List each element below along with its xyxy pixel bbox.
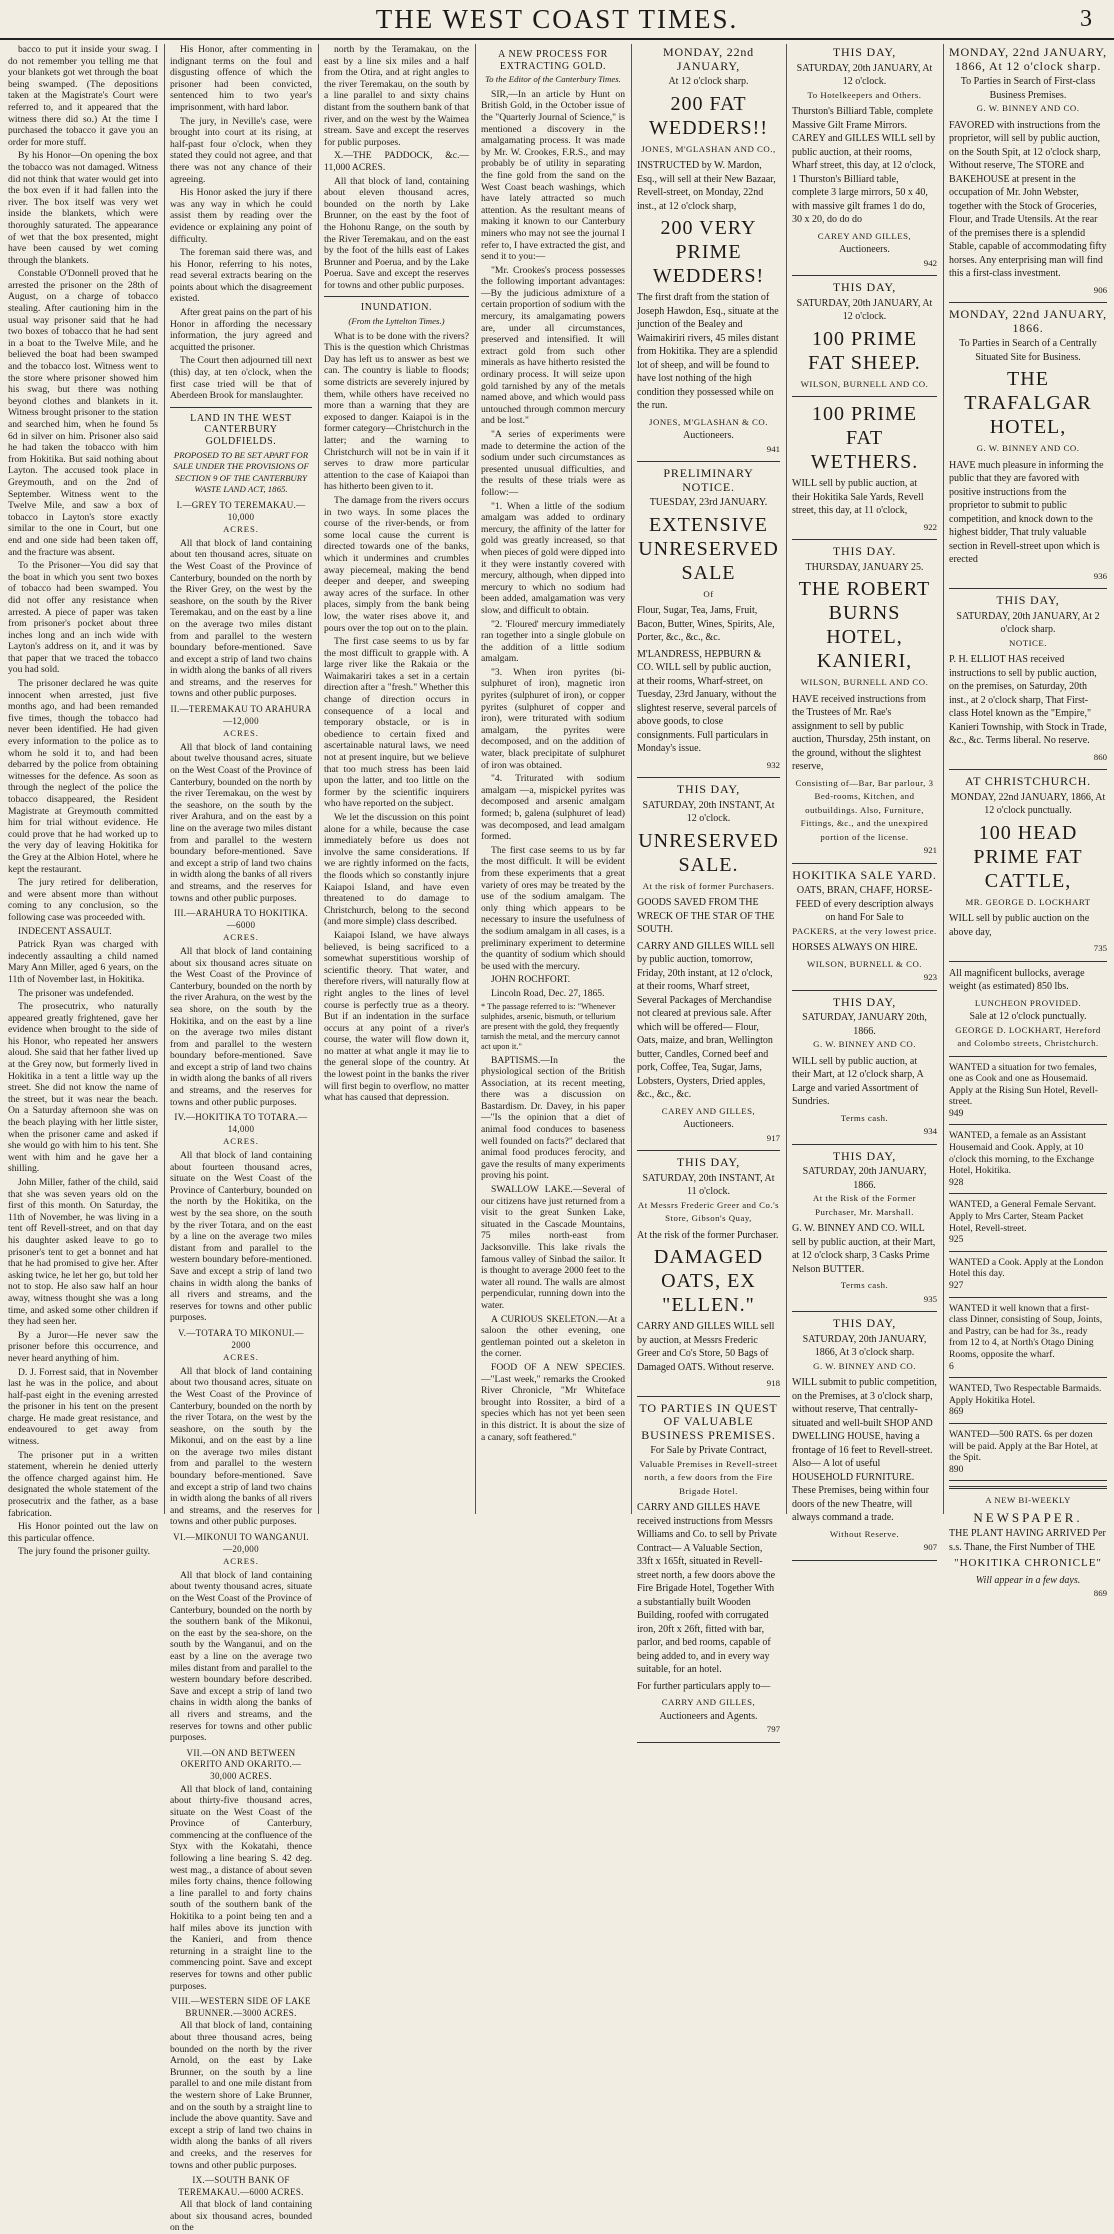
ad-date-line: SATURDAY, 20th JANUARY, 1866, At 3 o'clock sharp. <box>802 1333 927 1358</box>
land-block-text: All that block of land containing about six thousand acres, bounded on the <box>170 2199 312 2234</box>
divider <box>949 769 1107 770</box>
land-block-head: II.—TEREMAKAU TO ARAHURA—12,000 <box>170 704 312 726</box>
ad-firm: WILSON, BURNELL AND CO. <box>800 677 929 687</box>
advertisement <box>637 1402 780 1737</box>
news-item: A CURIOUS SKELETON.—At a saloon the other evening, one gentleman pointed out a skeleton in the corner. <box>481 1313 625 1360</box>
lockhart-sign: GEORGE D. LOCKHART, Hereford and Colombo streets, Christchurch. <box>955 1024 1101 1048</box>
column-7 <box>949 44 1107 1599</box>
footnote: * The passage referred to is: "Whenever sulphides, arsenic, bismuth, or tellurium are present with the gold, they frequently tarnish the metal, and the mercury cannot act upon it." <box>481 1001 620 1051</box>
divider <box>949 1297 1107 1298</box>
article-paragraph: After great pains on the part of his Honor in affording the necessary information, the jury agreed and acquitted the prisoner. <box>170 307 312 353</box>
ad-number: 923 <box>923 972 937 982</box>
letter-paragraph: "A series of experiments were made to determine the action of the sodium under such circumstances as presented unusual difficulties, and the results of these trials were as follow:— <box>481 429 625 498</box>
to-editor: To the Editor of the Canterbury Times. <box>485 74 621 85</box>
article-paragraph: John Miller, father of the child, said that she was seven years old on the first of this month. On Saturday, the 11th of November, he was living in a tent off Revell-street, and on that day his daughter asked leave to go to prisoner's tent to get a bonnet and hat that he had promised to give her. After asking twice, he let her go, but told her not to stop. He also saw half an hour away, witness thought she was a long time, and asked some other children if they had seen her. <box>8 1177 158 1328</box>
sale-note: Sale at 12 o'clock punctually. <box>969 1011 1087 1022</box>
article-paragraph: His Honor asked the jury if there was any way in which he could assist them by reading over the evidence or explaining any point of difficulty. <box>170 187 312 245</box>
advertisement <box>949 594 1107 764</box>
article-paragraph: To the Prisoner—You did say that the boat in which you sent two boxes of tobacco had been swamped. You did not offer any resistance when arrested. A piece of paper was taken from prisoner's pocket about three inches long and an inch wide with Layton's address on it, and it was by that paper that we traced the tobacco you had sold. <box>8 560 158 676</box>
article-paragraph: bacco to put it inside your swag. I do not remember you telling me that your blankets got wet through the boat being swamped. (The depositions taken at the Magistrate's Court were referred to, and it appeared that the witness there did so.) At the time I purchased the tobacco it gave you an order for more stuff. <box>8 44 158 148</box>
ad-date-line: To Parties in Search of a Centrally Situated Site for Business. <box>959 338 1097 363</box>
ad-role: Auctioneers. <box>839 244 890 255</box>
land-block-text: All that block of land, containing about thirty-five thousand acres, situate on the West Coast of the Province of Canterbury, commencing at the confluence of the Styx with the Kokatahi, thence following a line bearing S. 42 deg. west mag., a distance of about seven miles forty chains, thence following a line parallel to and forty chains south of the southern bank of the Hokitika to a point being ten and a half miles above its junction with the Kanieri, and from thence returning in a straight line to the commencing point. Save and except reserves for towns and other public purposes. <box>170 1783 312 1992</box>
divider <box>949 1486 1107 1489</box>
ad-number: 928 <box>949 1176 964 1188</box>
land-block-head: IV.—HOKITIKA TO TOTARA.—14,000 <box>174 1112 308 1134</box>
divider <box>949 1193 1107 1194</box>
advertisement <box>792 402 937 534</box>
ad-number: 907 <box>923 1542 937 1552</box>
ad-headline: 200 FAT WEDDERS!! <box>649 92 768 139</box>
ad-heading: THIS DAY, <box>676 1155 741 1169</box>
letter-paragraph: "2. 'Floured' mercury immediately ran together into a single globule on the addition of a little sodium amalgam. <box>481 618 625 665</box>
ad-firm: JONES, M'GLASHAN AND CO., <box>641 143 776 154</box>
ad-number: 735 <box>1093 943 1107 953</box>
ad-number: 934 <box>923 1126 937 1136</box>
letter-paragraph: JOHN ROCHFORT. <box>491 974 571 986</box>
ad-body: Flour, Sugar, Tea, Jams, Fruit, Bacon, Butter, Wines, Spirits, Ale, Porter, &c., &c., &c. <box>637 605 775 643</box>
divider <box>792 1560 937 1561</box>
ad-headline: UNRESERVED SALE. <box>638 829 779 876</box>
article-paragraph: By his Honor—On opening the box the tobacco was not damaged. Witness did not think that water would get into the box even if it had fallen into the river. The box itself was very wet inside the blankets, which were thoroughly saturated. The appearance of wet that the box presented, might have been caused by wet coming through the blankets. <box>8 150 158 266</box>
ad-firm: G. W. BINNEY AND CO. <box>976 103 1080 113</box>
ad-body-2: CARRY AND GILLES WILL sell by public auction, tomorrow, Friday, 20th instant, at 12 o'clock, at their rooms, Wharf street, Several Packages of Merchandise not cleared at previous sale. After which will be offered— Flour, Oats, maize, and bran, Wellington butter, Candles, Corned beef and pork, Coffee, Tea, Sugar, Jams, Lobsters, Oysters, Dried apples, &c., &c., &c. <box>637 940 775 1100</box>
article-paragraph: D. J. Forrest said, that in November last he was in the police, and about half-past eight in the evening arrested the prisoner in his tent on the present charge. He made great resistance, and endeavoured to get away from witness. <box>8 1366 158 1448</box>
advertisement <box>792 1317 937 1555</box>
ad-heading: PRELIMINARY NOTICE. <box>663 466 754 494</box>
ad-heading: MONDAY, 22nd JANUARY, <box>663 45 754 73</box>
luncheon: LUNCHEON PROVIDED. <box>974 997 1082 1008</box>
divider <box>324 296 469 297</box>
divider <box>792 990 937 991</box>
ad-firm: G. W. BINNEY AND CO. <box>976 443 1080 453</box>
inundation-paragraph: Kaiapoi Island, we have always believed, is being sacrificed to a somewhat superstitious worship of scientific theory. That water, and therefore rivers, will naturally flow at right angles to the lines of level course is perfectly true as a theory. But if an indentation in the surface occurs at any point of a river's course, the water will flow down it, no matter at what angle it may lie to the general slope of the country. At the lowest point in the banks the river will first begin to overflow, no matter what has caused that depression. <box>324 929 469 1104</box>
article-paragraph: The Court then adjourned till next (this) day, at ten o'clock, when the first case tried will be that of Aberdeen Brook for manslaughter. <box>170 355 312 402</box>
newspaper-body: THE PLANT HAVING ARRIVED Per s.s. Thane, the First Number of THE <box>949 1528 1106 1553</box>
news-item: SWALLOW LAKE.—Several of our citizens have just returned from a visit to the great Sunken Lake, situated in the Cascade Mountains, 75 miles north-east from Jacksonville. This lake rivals the famous valley of Sinbad the sailor. It is thought to average 2000 feet to the water all round. The walls are almost perpendicular, running down into the water. <box>481 1184 625 1311</box>
ad-signature: Without Reserve. <box>829 1528 900 1539</box>
ad-date-line: SATURDAY, 20th INSTANT, At 11 o'clock. <box>642 1172 775 1197</box>
advertisement <box>949 775 1107 956</box>
divider <box>637 777 780 778</box>
ad-role: Auctioneers and Agents. <box>659 1710 758 1722</box>
article-paragraph: X.—THE PADDOCK, &c.—11,000 ACRES. <box>324 150 469 173</box>
land-block-text: All that block of land containing about fourteen thousand acres, situate on the West Coast of the Province of Canterbury, bounded on the north by the Hokitika, on the west by the sea shore, on the south by the river Totara, and on the east by a line on the average two miles distant from and parallel to the western boundary before-mentioned. Save and except a strip of land two chains in width along the banks of all rivers and streams, and the reserves for towns and other public purposes. <box>170 1150 312 1324</box>
ad-date-line: SATURDAY, JANUARY 20th, 1866. <box>802 1012 927 1037</box>
cattle-detail: All magnificent bullocks, average weight (as estimated) 850 lbs. <box>949 967 1085 992</box>
divider <box>637 1396 780 1397</box>
ad-firm: G. W. BINNEY AND CO. <box>813 1360 916 1371</box>
advertisement <box>792 869 937 985</box>
ad-date-line: MONDAY, 22nd JANUARY, 1866, At 12 o'clock punctually. <box>950 791 1106 816</box>
divider <box>637 1742 780 1743</box>
ad-signature: Terms cash. <box>840 1280 889 1290</box>
ad-firm: PACKERS, at the very lowest price. <box>792 925 937 936</box>
classified-text: WANTED—500 RATS. 6s per dozen will be paid. Apply at the Bar Hotel, at the Spit. <box>949 1428 1098 1464</box>
land-block-acres: ACRES. <box>223 524 259 535</box>
column-5 <box>637 44 780 1734</box>
newspaper-ad <box>949 1494 1107 1601</box>
ad-number: 941 <box>766 443 780 454</box>
divider <box>949 1124 1107 1125</box>
ad-body-2: M'LANDRESS, HEPBURN & CO. WILL sell by public auction, at their rooms, Wharf-street, on Tuesday, 23rd January, without the slightest reserve, several parcels of above goods, to close consignments. Full particulars in Monday's issue. <box>637 648 777 754</box>
ad-heading: HOKITIKA SALE YARD. <box>792 867 937 882</box>
column-2 <box>170 44 312 2234</box>
ad-heading: THIS DAY, <box>832 280 897 294</box>
land-block-acres: ACRES. <box>223 1136 259 1147</box>
ad-number: 890 <box>949 1463 964 1475</box>
divider <box>949 1423 1107 1424</box>
land-block-head: VI.—MIKONUI TO WANGANUI.—20,000 <box>173 1532 309 1554</box>
ad-signature: JONES, M'GLASHAN & CO. <box>649 416 768 427</box>
advertisement <box>637 1156 780 1391</box>
classified-ad <box>949 1130 1107 1188</box>
land-block-head: VII.—ON AND BETWEEN OKERITO AND OKARITO.—30,000 ACRES. <box>180 1747 302 1781</box>
inundation-paragraph: What is to be done with the rivers? This is the question which Christmas Day has left us to answer as best we can. The country is liable to floods; some districts are severely injured by them, while others have received no more than a warning that they are exposed to danger. Kaiapoi is in the former category—Christchurch in the latter; and the warning to Christchurch will not be in vain if it serves to draw more particular attention to the case of Kaiapoi than has hitherto been given to it. <box>324 330 469 493</box>
ad-number: 917 <box>766 1132 780 1143</box>
land-subtitle: PROPOSED TO BE SET APART FOR SALE UNDER THE PROVISIONS OF SECTION 9 OF THE CANTERBURY WASTE LAND ACT, 1865. <box>173 449 309 495</box>
ad-heading: MONDAY, 22nd JANUARY, 1866, At 12 o'clock sharp. <box>949 45 1107 73</box>
ad-number: 932 <box>766 759 780 770</box>
ad-date-line: SATURDAY, 20th JANUARY, 1866. <box>802 1166 927 1191</box>
advertisement <box>637 467 780 772</box>
article-paragraph: INDECENT ASSAULT. <box>18 925 112 937</box>
ad-body: WILL sell by public auction on the above day, <box>949 913 1090 938</box>
column-6 <box>792 44 937 1552</box>
divider <box>637 1150 780 1151</box>
inundation-source: (From the Lyttelton Times.) <box>348 316 445 327</box>
ad-number: 860 <box>1093 751 1107 762</box>
letter-paragraph: SIR,—In an article by Hunt on British Gold, in the October issue of the "Quarterly Journal of Science," is mentioned a discovery in the amalgamating process. It was made by Mr. W. Crookes, F.R.S., and may probably be of utility in separating the fine gold from the sand on the West Coast beach washings, which have lately attracted so much attention. As the resultant means of making it known to our Canterbury miners who may not see the journal I refer to, I have extracted the gist, and send it to you:— <box>481 88 625 263</box>
advertisement <box>949 308 1107 583</box>
ad-headline: 100 PRIME FAT SHEEP. <box>808 327 921 374</box>
letter-paragraph: The first case seems to us by far the most difficult. It will be evident from these experiments that a great variety of ores may be treated by the use of the sodium amalgam. The only thing which appears to be necessary to insure the usefulness of the sodium amalgam in all cases, is a preliminary experiment to determine the quantity of sodium which should be used with the mercury. <box>481 844 625 972</box>
column-1 <box>8 44 158 1558</box>
ad-signature: WILSON, BURNELL AND CO. <box>800 378 929 389</box>
ad-date-line: SATURDAY, 20th INSTANT, At 12 o'clock. <box>642 799 775 824</box>
article-paragraph: His Honor pointed out the law on this particular offence. <box>8 1521 158 1544</box>
advertisement <box>792 281 937 391</box>
ad-heading: THIS DAY, <box>832 994 897 1009</box>
land-block-text: All that block of land containing about ten thousand acres, situate on the West Coast of the Province of Canterbury, bounded on the north by the River Grey, on the west by the seashore, on the south by the River Teremakau, and on the east by a line on the average two miles distant from and parallel to the western boundary before-mentioned. Save and except a strip of land two chains in width along the banks of all rivers and streams, and the reserves for towns and other public purposes. <box>170 537 312 700</box>
land-block-text: All that block of land containing about twelve thousand acres, situate on the West Coast of the Province of Canterbury, bounded on the north by the river Teremakau, on the west by the seashore, on the south by the river Arahura, and on the east by a line on the average two miles distant from and parallel to the western boundary before-mentioned. Save and except a strip of land two chains in width along the banks of all rivers and streams, and the reserves for towns and other public purposes. <box>170 741 312 904</box>
letter-paragraph: "Mr. Crookes's process possesses the following important advantages:—By the judicious admixture of a certain proportion of sodium with the mercury, its amalgamating powers are, under all circumstances, preserved and intensified. It will extract gold from such other minerals as have hitherto resisted the ordinary process. It will seize upon gold tarnished by any of the metals named above, and which would pass untouched through common mercury and be lost." <box>481 264 625 427</box>
classified-text: WANTED, Two Respectable Barmaids. Apply Hokitika Hotel. <box>949 1383 1102 1406</box>
divider <box>949 302 1107 303</box>
column-rule <box>786 44 787 1514</box>
ad-number: 925 <box>949 1234 964 1246</box>
newspaper-title: THE WEST COAST TIMES. <box>375 4 739 34</box>
ad-body: WILL sell by public auction, at their Hokitika Sale Yards, Revell street, this day, at 11 o'clock, <box>792 478 924 516</box>
ad-signature: CAREY AND GILLES, <box>661 1105 756 1116</box>
column-rule <box>943 44 944 1514</box>
ad-date-line: SATURDAY, 20th JANUARY, At 12 o'clock. <box>796 297 933 322</box>
ad-role: Auctioneers. <box>683 430 734 441</box>
newspaper-tail: Will appear in a few days. <box>975 1574 1081 1586</box>
ad-heading: THIS DAY, <box>832 1316 897 1330</box>
ad-firm: Of <box>703 588 714 599</box>
ad-body: GOODS SAVED FROM THE WRECK OF THE STAR OF THE SOUTH. <box>637 897 775 935</box>
article-paragraph: The prosecutrix, who naturally appeared greatly frightened, gave her evidence when brought to the side of his Honor, who repeated her answers aloud. She said that her father lived up at the Grey now, but formerly lived in Hokitika in a tent a little way up the street. She did not know the name of the street, but it was near the beach. On a Saturday afternoon she was on the beach playing with her little sister, when the prisoner came and asked if she would go with him to his tent. She went with him and he gave her a shilling. <box>8 1001 158 1175</box>
article-paragraph: The jury, in Neville's case, were brought into court at its rising, at half-past four o'clock, when they stated they could not agree, and that there was not any chance of their agreeing. <box>170 115 312 185</box>
ad-heading: MONDAY, 22nd JANUARY, 1866. <box>949 307 1107 335</box>
divider <box>949 588 1107 589</box>
ad-firm: At the risk of former Purchasers. <box>642 880 775 891</box>
ad-signature: CAREY AND GILLES, <box>817 230 912 241</box>
newspaper-kicker: A NEW BI-WEEKLY <box>985 1495 1071 1506</box>
inundation-paragraph: The first case seems to us by far the most difficult to grapple with. A large river like the Rakaia or the Waimakariri takes a set in a certain direction after a "fresh." Whether this change of direction occurs in consequence of a local and temporary obstacle, or is in obedience to certain fixed and ascertainable natural laws, we need not at present inquire, but we believe that too much stress has been laid upon the latter, and too little on the former by the scientific inquirers who have reported on the subject. <box>324 636 469 810</box>
classified-text: WANTED, a General Female Servant. Apply to Mrs Carter, Steam Packet Hotel, Revell-street. <box>949 1199 1097 1234</box>
advertisement <box>792 545 937 858</box>
ad-body: P. H. ELLIOT HAS received instructions to sell by public auction, on the premises, on Saturday, 20th inst., at 2 o'clock sharp, That First-class Hotel known as the "Empire," Kanieri Township, with Stock in Trade, &c., &c. Terms liberal. No reserve. <box>949 654 1107 746</box>
ad-body: Thurston's Billiard Table, complete Massive Gilt Frame Mirrors. CAREY and GILLES WILL sell by public auction, at their rooms, Wharf street, this day, at 12 o'clock, 1 Thurston's Billiard table, complete 3 large mirrors, 50 x 40, with massive gilt frames 1 do do, 30 x 20, do do do <box>792 106 936 225</box>
divider <box>792 1144 937 1145</box>
ad-number: 949 <box>949 1107 964 1119</box>
divider <box>170 407 312 408</box>
divider <box>949 961 1107 962</box>
ad-heading: THIS DAY, <box>996 593 1060 607</box>
land-title: LAND IN THE WEST CANTERBURY GOLDFIELDS. <box>190 412 292 447</box>
divider <box>949 1056 1107 1057</box>
ad-number: 6 <box>949 1360 954 1372</box>
land-block-head: V.—TOTARA TO MIKONUI.—2000 <box>178 1327 304 1350</box>
ad-headline: 100 HEAD PRIME FAT CATTLE, <box>973 821 1083 892</box>
ad-role: Auctioneers. <box>683 1119 734 1130</box>
news-item: FOOD OF A NEW SPECIES.—"Last week," remarks the Crooked River Chronicle, "Mr Whiteface brought into Rossiter, a bird of a species which has not yet been seen in this district. It is about the size of a canary, soft feathered." <box>481 1361 625 1443</box>
newspaper-heading: NEWSPAPER. <box>973 1509 1083 1525</box>
ad-body-2: For further particulars apply to— <box>637 1680 771 1692</box>
ad-firm: Valuable Premises in Revell-street north, a few doors from the Fire Brigade Hotel. <box>639 1458 778 1496</box>
letter-paragraph: "1. When a little of the sodium amalgam was added to ordinary mercury, the affinity of the latter for gold was greatly increased, so that when pieces of gold were dipped into it they were instantly covered with mercury, although, when dipped into mercury to which no sodium had been added, amalgamation was very slow, and difficult to obtain. <box>481 500 625 616</box>
ad-heading: THIS DAY, <box>832 1148 897 1163</box>
ad-body: WILL sell by public auction, at their Mart, at 12 o'clock sharp, A Large and varied Assortment of Sundries. <box>792 1055 924 1107</box>
ad-body: WILL submit to public competition, on the Premises, at 3 o'clock sharp, without reserve, That centrally-situated and well-built SHOP AND DWELLING HOUSE, having a frontage of 16 feet to Revell-street. Also— A lot of useful HOUSEHOLD FURNITURE. These Premises, being within four doors of the new Theatre, will always command a trade. <box>792 1377 937 1523</box>
inundation-paragraph: We let the discussion on this point alone for a while, because the case immediately before us does not involve the same considerations. If we are rightly informed on the facts, the floods which so constantly injure Kaiapoi Island, and have even threatened to do damage to Christchurch, belong to the second (and more simple) class described. <box>324 812 469 928</box>
article-paragraph: The prisoner declared he was quite innocent when arrested, just five months ago, and had been remanded five times, though the tobacco had never been identified. He had given every information to the police as to whom he sold it to, and had been debarred by the police from obtaining witnesses for the defence. As soon as through the neglect of the police the tobacco disappeared, the Resident Magistrate at Greymouth committed him for trial without evidence. He could prove that he had worked up to the very day of leaving Hokitika for the Grey at the Albion Hotel, where he kept the restaurant. <box>8 678 158 875</box>
ad-number: 936 <box>1093 570 1107 581</box>
land-block-acres: ACRES. <box>223 728 259 739</box>
ad-heading: TO PARTIES IN QUEST OF VALUABLE BUSINESS PREMISES. <box>639 1400 778 1442</box>
article-paragraph: The jury retired for deliberation, and were absent more than without coming to any conclusion, so the following case was proceeded with. <box>8 877 158 923</box>
advertisement <box>792 996 937 1139</box>
classified-ad <box>949 1257 1107 1292</box>
article-title: A NEW PROCESS FOR EXTRACTING GOLD. <box>498 49 608 72</box>
land-block-text: All that block of land containing about twenty thousand acres, situate on the West Coast of the Province of Canterbury, bounded on the north by the southern bank of the Mikonui, on the east by the sea-shore, on the south by the Wanganui, and on the east by a line on the average two miles distant from and parallel to the western boundary before described. Save and except a strip of land two chains in width along the banks of all rivers and streams, and the reserves for towns and other public purposes. <box>170 1569 312 1744</box>
article-paragraph: Patrick Ryan was charged with indecently assaulting a child named Mary Ann Miller, aged 6 years, on the 11th of November last, in Hokitika. <box>8 939 158 985</box>
divider <box>949 1377 1107 1378</box>
advertisement <box>637 783 780 1145</box>
ad-date-line: OATS, BRAN, CHAFF, HORSE-FEED of every description always on hand For Sale to <box>795 885 934 923</box>
ad-heading: THIS DAY. <box>832 544 897 558</box>
ad-heading: AT CHRISTCHURCH. <box>965 774 1091 788</box>
ad-signature: Consisting of—Bar, Bar parlour, 3 Bed-rooms, Kitchen, and outbuildings. Also, Furniture, Fittings, &c., and the unexpired portion of the license. <box>795 777 934 842</box>
page-number: 3 <box>1080 6 1092 32</box>
news-item: BAPTISMS.—In the physiological section of the British Association, at its recent meeting, there was a discussion on Bastardism. Dr. Davey, in his paper—"Is the opinion that a diet of animal food conduces to baseness well founded on facts?" declared that animal food produces ferocity, and gave the results of many experiments proving his point. <box>481 1054 625 1182</box>
ad-date-line: THURSDAY, JANUARY 25. <box>805 561 924 573</box>
column-rule <box>318 44 319 1514</box>
ad-date-line: At 12 o'clock sharp. <box>668 76 749 87</box>
ad-firm: To Hotelkeepers and Others. <box>807 89 922 100</box>
ad-number: 869 <box>1093 1588 1107 1599</box>
ad-headline: THE TRAFALGAR HOTEL, <box>964 368 1092 438</box>
classified-ad <box>949 1199 1107 1245</box>
classified-text: WANTED it well known that a first-class Dinner, consisting of Soup, Joints, and Pastry, can be had for 3s., ready from 12 to 4, at North's Otago Dining Rooms, opposite the wharf. <box>949 1302 1103 1360</box>
land-block-text: All that block of land containing about six thousand acres situate on the West Coast of the Province of Canterbury, bounded on the north by the river Arahura, on the west by the sea shore, on the south by the Hokitika, and on the east by a line on the average two miles distant from and parallel to the western boundary before-mentioned. Save and except a strip of land two chains in width along the banks of all rivers and streams, and the reserves for towns and other public purposes. <box>170 945 312 1108</box>
ad-number: 918 <box>766 1378 780 1388</box>
ad-firm: At the Risk of the Former Purchaser, Mr. Marshall. <box>812 1193 917 1217</box>
ad-date-line: SATURDAY, 20th JANUARY, At 12 o'clock. <box>796 62 933 87</box>
ad-headline-2: 200 VERY PRIME WEDDERS! <box>652 217 765 287</box>
masthead <box>0 0 1114 40</box>
ad-body: INSTRUCTED by W. Mardon, Esq., will sell at their New Bazaar, Revell-street, on Monday, 22nd inst., at 12 o'clock sharp, <box>637 160 776 212</box>
cattle-extra <box>949 967 1107 1051</box>
classified-text: WANTED a Cook. Apply at the London Hotel this day. <box>949 1256 1104 1280</box>
ad-number: 921 <box>923 845 937 855</box>
article-paragraph: Constable O'Donnell proved that he arrested the prisoner on the 28th of August, on a charge of tobacco stealing. After cautioning him in the usual way prisoner said that he had two boxes of tobacco that he had sent in a boat to the Twelve Mile, and he believed the boat had been swamped and the tobacco lost. Witness went to the store where prisoner showed him his swag, but there was nothing beyond clothes and blankets in it. Witness brought prisoner to the station and searched him, when he found 5s 6d in silver on him. Prisoner also said he had taken the tobacco with him from Hokitika. But said nothing about Layton. The accused took place in Greymouth, and on the 2nd of September. Witness went to the Twelve Mile, and saw a box of tobacco in Layton's store exactly similar to the one in Court, but one end and one side had been taken off, and the fracture was absent. <box>8 268 158 558</box>
newspaper-name: "HOKITIKA CHRONICLE" <box>954 1557 1102 1570</box>
land-block-head: IX.—SOUTH BANK OF TEREMAKAU.—6000 ACRES. <box>178 2175 304 2197</box>
divider <box>949 1251 1107 1252</box>
divider <box>637 461 780 462</box>
ad-signature: Terms cash. <box>840 1112 889 1123</box>
article-paragraph: By a Juror—He never saw the prisoner before this occurrence, and never heard anything of him. <box>8 1329 158 1364</box>
divider <box>792 396 937 397</box>
article-paragraph: The jury found the prisoner guilty. <box>18 1546 151 1558</box>
ad-date-line: To Parties in Search of First-class Business Premises. <box>960 76 1096 101</box>
ad-heading: THIS DAY, <box>676 782 741 796</box>
article-paragraph: The foreman said there was, and his Honor, referring to his notes, read several extracts bearing on the points about which the disagreement existed. <box>170 247 312 305</box>
land-block-acres: ACRES. <box>223 1352 259 1363</box>
ad-firm: At Messrs Frederic Greer and Co.'s Store, Gibson's Quay, <box>637 1199 780 1223</box>
ad-number: 942 <box>923 257 937 268</box>
classified-ad <box>949 1383 1107 1418</box>
ad-headline: EXTENSIVE UNRESERVED SALE <box>638 513 779 584</box>
ad-body: FAVORED with instructions from the proprietor, will sell by public auction, on the South Spit, at 12 o'clock sharp, Without reserve, The STORE and BAKEHOUSE at present in the occupation of Mr. John Webster, together with the Stock of Groceries, Flour, and Trade Utensils. At the rear of the premises there is a splendid Stable, capable of accommodating fifty horses. Any enterprising man will find this a first-class investment. <box>949 119 1107 279</box>
advertisement <box>949 46 1107 297</box>
classified-text: WANTED, a female as an Assistant Housemaid and Cook. Apply, at 10 o'clock this morning, to the Exchange Hotel, Hokitika. <box>949 1130 1095 1177</box>
article-paragraph: All that block of land, containing about eleven thousand acres, bounded on the north by Lake Brunner, on the east by the foot of the Hohonu Range, on the south by the River Teremakau, and on the east by the foot of the hills east of Lakes Brunner and Poerua, and by the Lake Poerua. Save and except the reserves for towns and other public purposes. <box>324 175 469 291</box>
ad-headline: THE ROBERT BURNS HOTEL, KANIERI, <box>798 578 931 672</box>
column-rule <box>631 44 632 1514</box>
divider <box>792 863 937 864</box>
ad-number: 935 <box>923 1293 937 1304</box>
article-paragraph: The prisoner was undefended. <box>18 987 134 999</box>
ad-number: 906 <box>1093 284 1107 295</box>
advertisement <box>637 46 780 456</box>
ad-body: HORSES ALWAYS ON HIRE. <box>792 942 918 953</box>
ad-headline-2: DAMAGED OATS, EX "ELLEN." <box>653 1246 764 1316</box>
ad-body: CARRY AND GILLES HAVE received instructions from Messrs Williams and Co. to sell by Private Contract— A Valuable Section, 33ft x 165ft, situated in Revell-street north, a few doors above the Fire Brigade Hotel, Together With a substantially built Wooden Building, roofed with corrugated iron, 20ft x 26ft, fitted with bar, parlor, and bed rooms, capable of being added to, and in every way suitable, for an hotel. <box>637 1502 777 1675</box>
ad-firm: MR. GEORGE D. LOCKHART <box>965 896 1091 907</box>
ad-date-line: TUESDAY, 23rd JANUARY. <box>649 497 768 508</box>
article-paragraph: His Honor, after commenting in indignant terms on the foul and disgusting offence of which the prisoner had been convicted, sentenced him to two year's imprisonment, with hard labor. <box>170 44 312 113</box>
land-block-text: All that block of land, containing about three thousand acres, being bounded on the north by the river Arnold, on the east by Lake Brunner, on the south by a line parallel to and one mile distant from the western shore of Lake Brunner, and on the south by a straight line to include the above quantity. Save and except a strip of land two chains in width along the banks of all rivers and creeks, and the reserves for towns and other public purposes. <box>170 2020 312 2171</box>
article-paragraph: The prisoner put in a written statement, wherein he denied utterly the offence charged against him. He designated the whole statement of the prosecutrix and the father, as a base fabrication. <box>8 1449 158 1519</box>
letter-paragraph: Lincoln Road, Dec. 27, 1865. <box>491 987 605 999</box>
ad-body: HAVE much pleasure in informing the public that they are favored with positive instructions from the proprietor to submit to public competition, and knock down to the highest bidder, That truly valuable section in Revell-street upon which is erected <box>949 459 1104 565</box>
ad-firm: NOTICE. <box>1009 637 1047 648</box>
land-block-head: VIII.—WESTERN SIDE OF LAKE BRUNNER.—3000 ACRES. <box>171 1996 311 2018</box>
inundation-title: INUNDATION. <box>360 302 433 314</box>
land-block-head: III.—ARAHURA TO HOKITIKA.—6000 <box>173 908 309 930</box>
ad-body: At the risk of the former Purchaser. <box>637 1229 779 1241</box>
ad-body-2: The first draft from the station of Joseph Hawdon, Esq., situate at the junction of the Bealey and Waimakiriri rivers, 45 miles distant from Hokitika. They are a splendid lot of sheep, and will be found to have lost nothing of the high condition they possessed while on the run. <box>637 292 779 411</box>
divider <box>949 1480 1107 1481</box>
ad-signature: CARRY AND GILLES, <box>661 1697 756 1707</box>
advertisement <box>792 46 937 270</box>
column-3 <box>324 44 469 1514</box>
divider <box>792 539 937 540</box>
letter-paragraph: "3. When iron pyrites (bi-sulphuret of iron), magnetic iron pyrites (sulphuret of iron), or copper pyrites (sulphuret of copper and iron), were triturated with sodium amalgam, the pyrites were decomposed, and on the addition of water, black precipitate of sulphuret of iron was obtained. <box>481 666 625 771</box>
inundation-paragraph: The damage from the rivers occurs in two ways. In some places the course of the river-bends, or from some local cause the current is directed towards one of the banks, which it undermines and crumbles away piecemeal, making the bend deeper and deeper, and sweeping away acres of the surface. In other places, simply from the bank being low, the water rises above it, and pours over the top out on to the plain. <box>324 494 469 634</box>
column-rule <box>475 44 476 1514</box>
ad-number: 927 <box>949 1280 964 1291</box>
column-rule <box>164 44 165 1514</box>
divider <box>792 275 937 276</box>
ad-number: 869 <box>949 1406 964 1418</box>
ad-firm: G. W. BINNEY AND CO. <box>813 1039 916 1049</box>
land-block-head: I.—GREY TO TEREMAKAU.—10,000 <box>176 499 306 522</box>
ad-date-line: For Sale by Private Contract, <box>650 1445 767 1456</box>
ad-number: 797 <box>766 1724 780 1734</box>
article-paragraph: north by the Teramakau, on the east by a line six miles and a half from the Otira, and at right angles to the river Teremakau, on the south by a line parallel to and sixty chains distant from the southern bank of that river, and on the west by the Waimea stream. Save and except the reserves for public purposes. <box>324 44 469 148</box>
classified-ad <box>949 1303 1107 1373</box>
land-block-acres: ACRES. <box>223 932 259 943</box>
ad-signature: WILSON, BURNELL & CO. <box>807 958 922 969</box>
ad-body-2: CARRY AND GILLES WILL sell by auction, at Messrs Frederic Greer and Co's Store, 50 Bags of Damaged OATS. Without reserve. <box>637 1321 775 1373</box>
advertisement <box>792 1150 937 1307</box>
classified-text: WANTED a situation for two females, one as Cook and one as Housemaid. Apply at the Rising Sun Hotel, Revell-street. <box>949 1061 1098 1108</box>
ad-number: 922 <box>923 521 937 532</box>
classified-ad <box>949 1062 1107 1120</box>
ad-date-line: SATURDAY, 20th JANUARY, At 2 o'clock sharp. <box>956 610 1100 635</box>
land-block-acres: ACRES. <box>223 1556 259 1567</box>
column-4 <box>481 44 625 1514</box>
ad-headline: 100 PRIME FAT WETHERS. <box>810 403 919 473</box>
ad-body: G. W. BINNEY AND CO. WILL sell by public auction, at their Mart, at 12 o'clock sharp, 3 Casks Prime Nelson BUTTER. <box>792 1223 936 1275</box>
letter-paragraph: "4. Triturated with sodium amalgam —a, mispickel pyrites was decomposed and arsenic amalgam formed; b, galena (sulphuret of lead) was decomposed, and lead amalgam formed. <box>481 773 625 843</box>
ad-heading: THIS DAY, <box>832 45 897 59</box>
ad-body: HAVE received instructions from the Trustees of Mr. Rae's assignment to sell by public auction, Thursday, 25th instant, on the ground, without the slightest reserve, <box>792 693 931 772</box>
divider <box>792 1311 937 1312</box>
classified-ad <box>949 1429 1107 1475</box>
land-block-text: All that block of land containing about two thousand acres, situate on the West Coast of the Province of Canterbury, bounded on the north by the river Totara, on the west by the seashore, on the south by the Mikonui, and on the east by a line on the average two miles distant from and parallel to the western boundary before-mentioned. Save and except a strip of land two chains in width along the banks of all rivers and streams, and the reserves for towns and other public purposes. <box>170 1365 312 1528</box>
